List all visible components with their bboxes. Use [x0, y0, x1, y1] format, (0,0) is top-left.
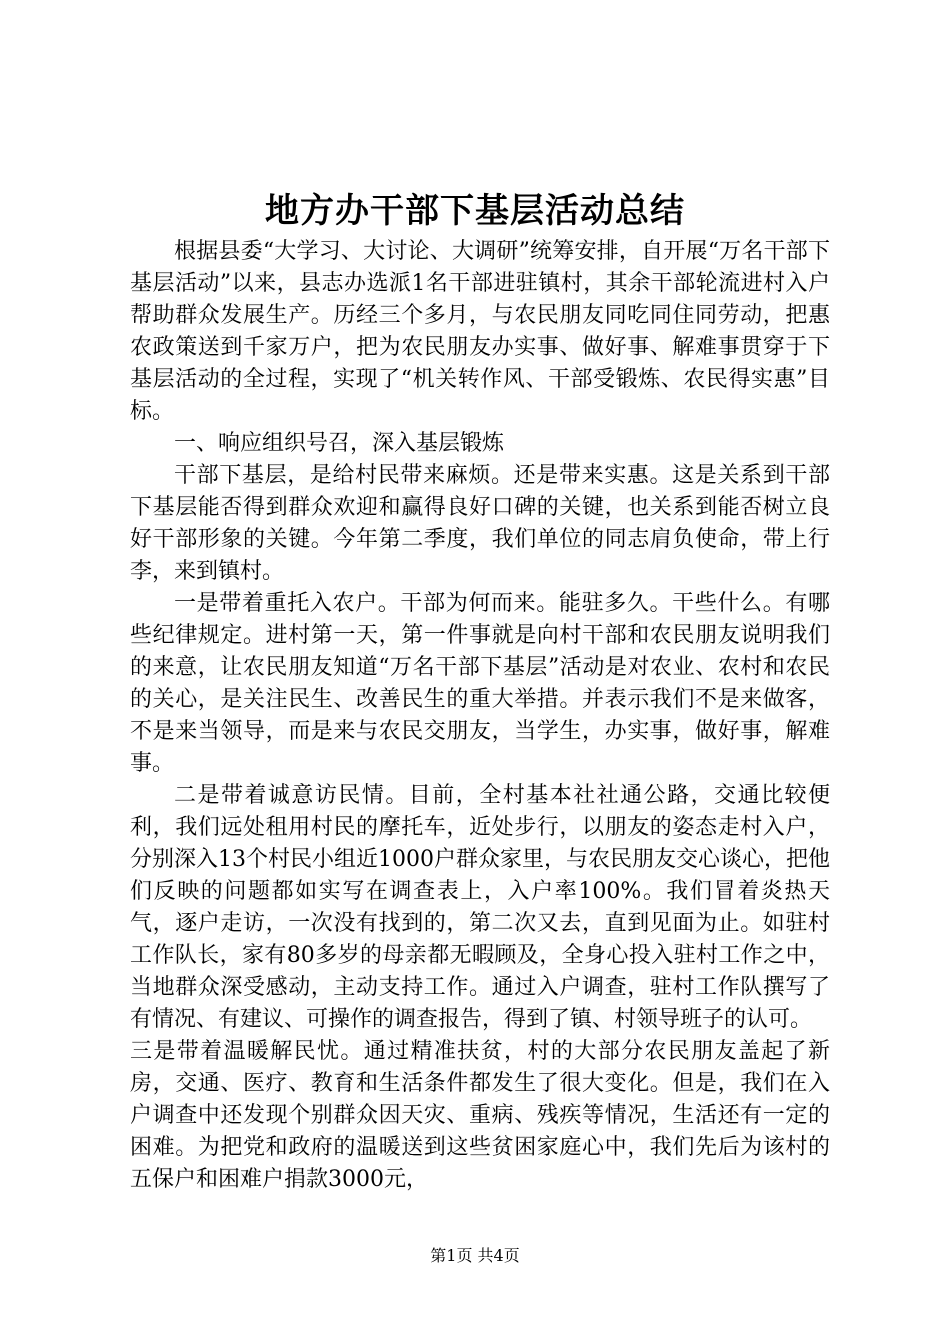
- intro-paragraph: 根据县委“大学习、大讨论、大调研”统筹安排，自开展“万名干部下基层活动”以来，县志办选派1名干部进驻镇村，其余干部轮流进村入户帮助群众发展生产。历经三个多月，与农民朋友同吃同住同劳动，把惠农政策送到千家万户，把为农民朋友办实事、做好事、解难事贯穿于下基层活动的全过程，实现了“机关转作风、干部受锻炼、农民得实惠”目标。: [130, 239, 830, 424]
- section-heading: 一、响应组织号召，深入基层锻炼: [174, 431, 505, 456]
- point-two-paragraph: 二是带着诚意访民情。目前，全村基本社社通公路，交通比较便利，我们远处租用村民的摩托车，近处步行，以朋友的姿态走村入户，分别深入13个村民小组近1000户群众家里，与农民朋友交心谈心，把他们反映的问题都如实写在调查表上，入户率100%。我们冒着炎热天气，逐户走访，一次没有找到的，第二次又去，直到见面为止。如驻村工作队长，家有80多岁的母亲都无暇顾及，全身心投入驻村工作之中，当地群众深受感动，主动支持工作。通过入户调查，驻村工作队撰写了有情况、有建议、可操作的调查报告，得到了镇、村领导班子的认可。: [130, 783, 830, 1032]
- page-number: 第1页 共4页: [430, 1246, 520, 1265]
- point-three-paragraph: 三是带着温暖解民忧。通过精准扶贫，村的大部分农民朋友盖起了新房，交通、医疗、教育和生活条件都发生了很大变化。但是，我们在入户调查中还发现个别群众因天灾、重病、残疾等情况，生活还有一定的困难。为把党和政府的温暖送到这些贫困家庭心中，我们先后为该村的五保户和困难户捐款3000元，: [130, 1039, 830, 1192]
- document-title: 地方办干部下基层活动总结: [265, 191, 685, 231]
- section-paragraph: 干部下基层，是给村民带来麻烦。还是带来实惠。这是关系到干部下基层能否得到群众欢迎和赢得良好口碑的关键，也关系到能否树立良好干部形象的关键。今年第二季度，我们单位的同志肩负使命，带上行李，来到镇村。: [130, 463, 830, 584]
- document-body: [130, 236, 830, 1196]
- point-one-paragraph: 一是带着重托入农户。干部为何而来。能驻多久。干些什么。有哪些纪律规定。进村第一天，第一件事就是向村干部和农民朋友说明我们的来意，让农民朋友知道“万名干部下基层”活动是对农业、农村和农民的关心，是关注民生、改善民生的重大举措。并表示我们不是来做客，不是来当领导，而是来与农民交朋友，当学生，办实事，做好事，解难事。: [130, 591, 830, 776]
